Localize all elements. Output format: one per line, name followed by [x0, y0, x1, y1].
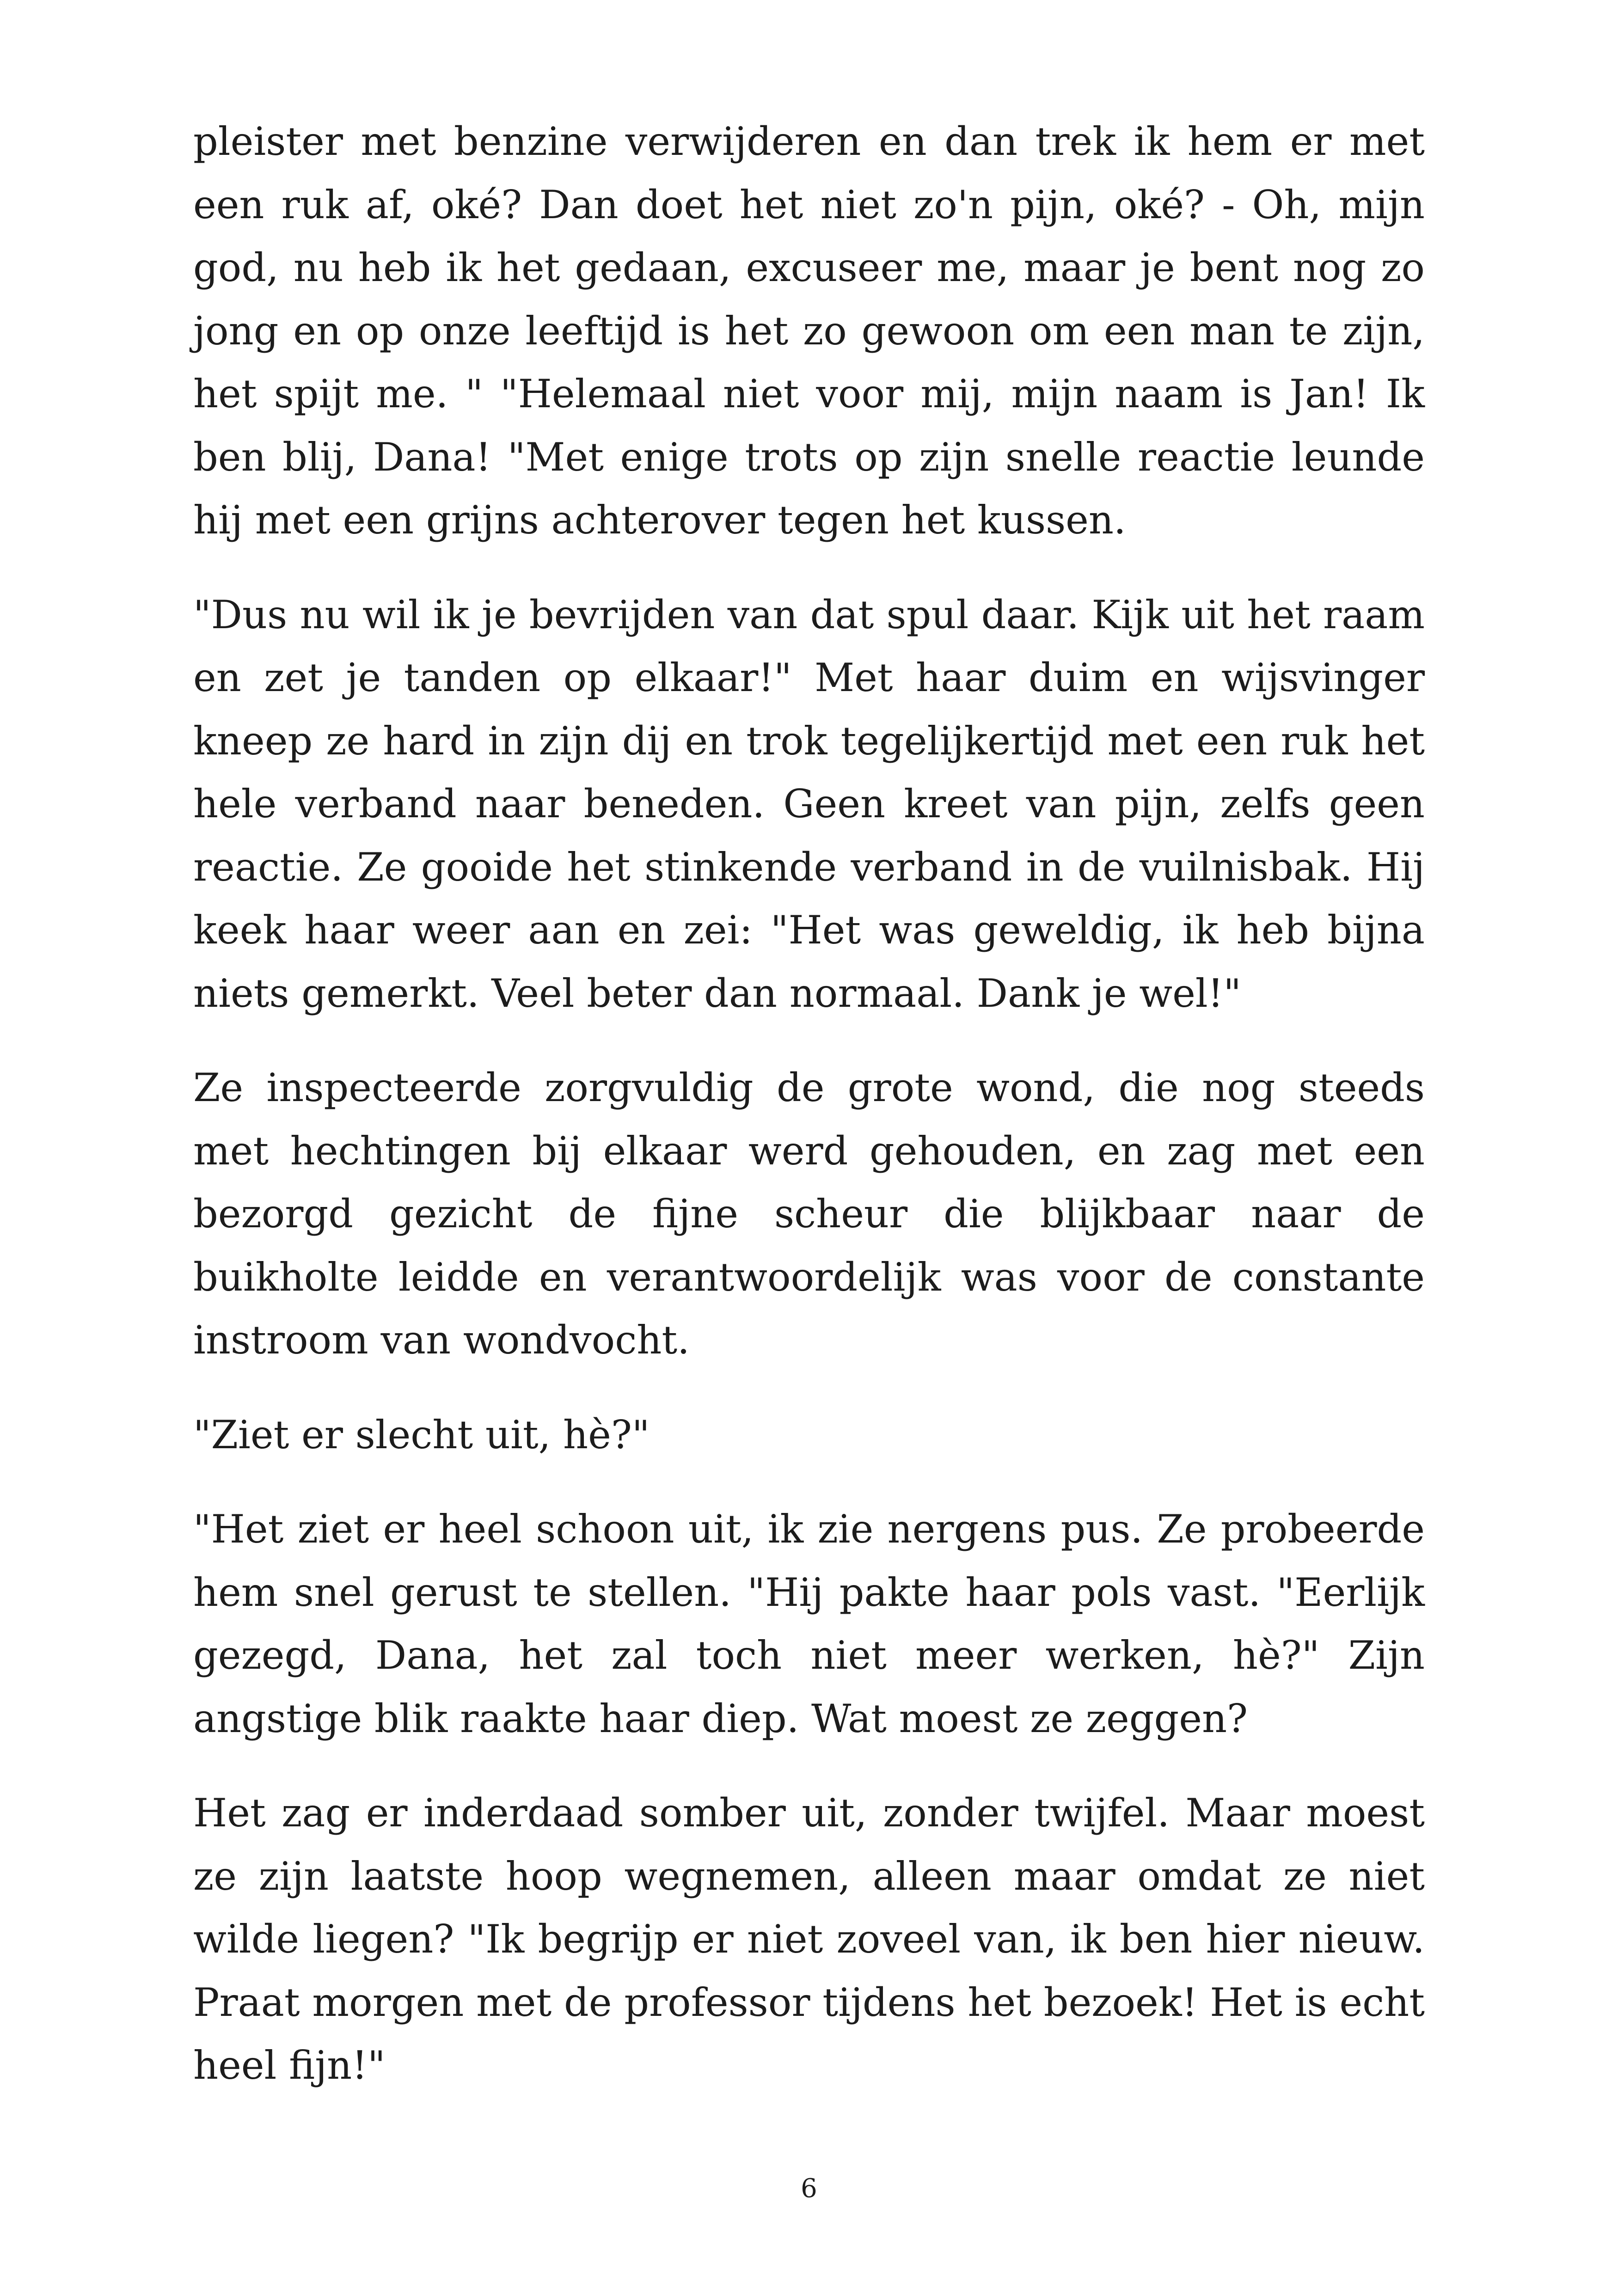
paragraph: "Het ziet er heel schoon uit, ik zie nergens pus. Ze probeerde hem snel gerust te stellen. "Hij pakte haar pols vast. "Eerlijk gezegd, Dana, het zal toch niet meer werken, hè?" Zijn angstige blik raakte haar diep. Wat moest ze zeggen?: [193, 1506, 1425, 1741]
paragraph: Ze inspecteerde zorgvuldig de grote wond, die nog steeds met hechtingen bij elkaar werd gehouden, en zag met een bezorgd gezicht de fijne scheur die blijkbaar naar de buikholte leidde en verantwoordelijk was voor de constante instroom van wondvocht.: [193, 1065, 1425, 1363]
paragraph: "Ziet er slecht uit, hè?": [193, 1412, 650, 1457]
body-text: [193, 110, 1425, 2129]
paragraph: pleister met benzine verwijderen en dan trek ik hem er met een ruk af, oké? Dan doet het niet zo'n pijn, oké? - Oh, mijn god, nu heb ik het gedaan, excuseer me, maar je bent nog zo jong en op onze leeftijd is het zo gewoon om een man te zijn, het spijt me. " "Helemaal niet voor mij, mijn naam is Jan! Ik ben blij, Dana! "Met enige trots op zijn snelle reactie leunde hij met een grijns achterover tegen het kussen.: [193, 119, 1425, 543]
paragraph: "Dus nu wil ik je bevrijden van dat spul daar. Kijk uit het raam en zet je tanden op elkaar!" Met haar duim en wijsvinger kneep ze hard in zijn dij en trok tegelijkertijd met een ruk het hele verband naar beneden. Geen kreet van pijn, zelfs geen reactie. Ze gooide het stinkende verband in de vuilnisbak. Hij keek haar weer aan en zei: "Het was geweldig, ik heb bijna niets gemerkt. Veel beter dan normaal. Dank je wel!": [193, 592, 1425, 1016]
page-number: 6: [801, 2174, 817, 2204]
paragraph: Het zag er inderdaad somber uit, zonder twijfel. Maar moest ze zijn laatste hoop wegnemen, alleen maar omdat ze niet wilde liegen? "Ik begrijp er niet zoveel van, ik ben hier nieuw. Praat morgen met de professor tijdens het bezoek! Het is echt heel fijn!": [193, 1790, 1425, 2088]
